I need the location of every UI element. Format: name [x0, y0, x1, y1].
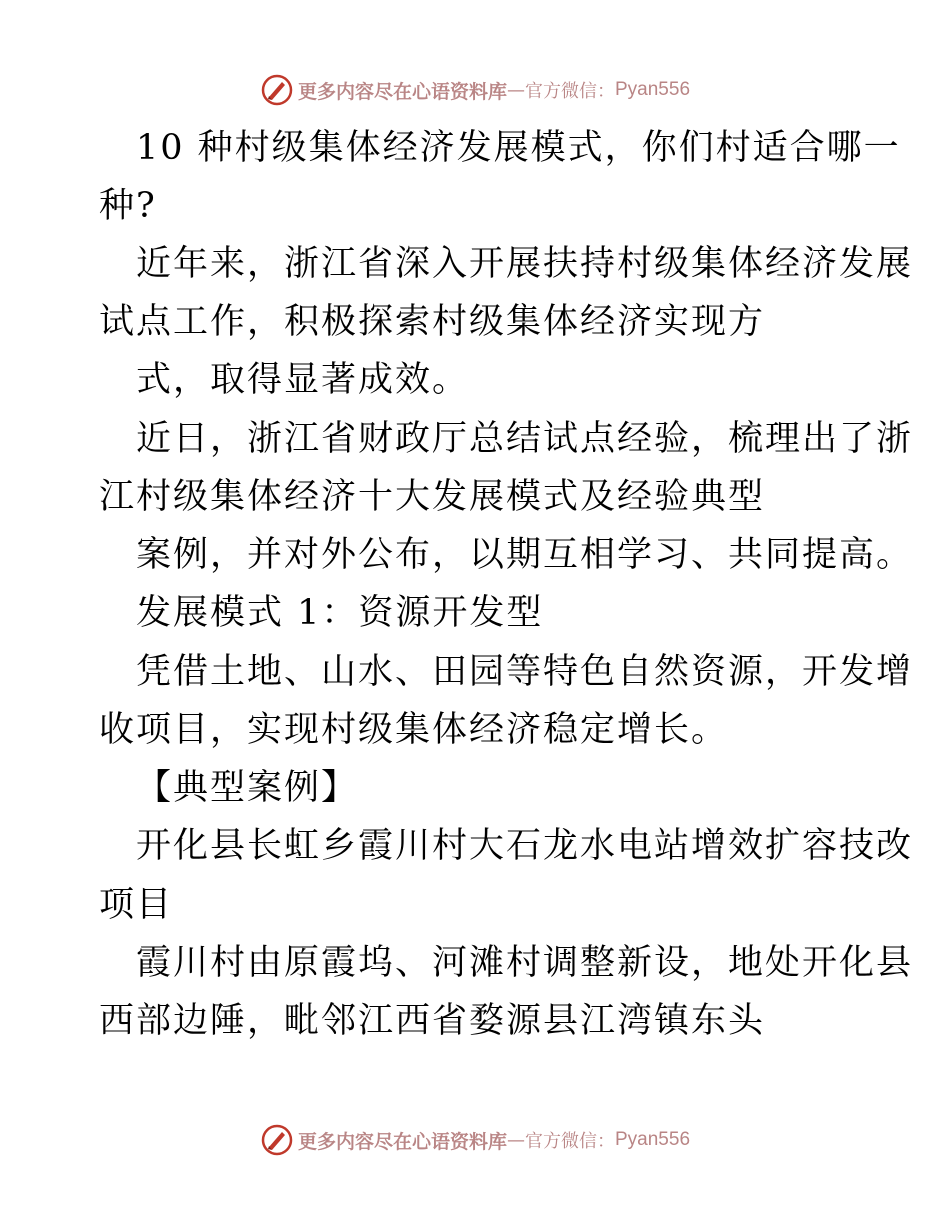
- footer-banner: [0, 1120, 950, 1160]
- paragraph-line: 西部边陲，毗邻江西省婺源县江湾镇东头: [99, 1001, 766, 1041]
- footer-wechat-id: Pyan556: [615, 1129, 691, 1150]
- footer-wechat-label: 官方微信：: [525, 1131, 615, 1152]
- header-banner: [0, 70, 950, 110]
- header-brand-text: 更多内容尽在心语资料库: [297, 80, 507, 103]
- paragraph-line: 案例，并对外公布，以期互相学习、共同提高。: [136, 535, 914, 575]
- header-dash: —: [507, 79, 525, 101]
- paragraph-line: 开化县长虹乡霞川村大石龙水电站增效扩容技改: [136, 826, 914, 866]
- header-wechat-id: Pyan556: [615, 79, 691, 100]
- footer-brand-text: 更多内容尽在心语资料库: [297, 1130, 507, 1153]
- brand-logo-icon: [260, 1123, 294, 1157]
- paragraph-line: 近日，浙江省财政厅总结试点经验，梳理出了浙: [136, 419, 914, 459]
- article-title-line-1: 10 种村级集体经济发展模式，你们村适合哪一: [136, 128, 901, 168]
- paragraph-line: 凭借土地、山水、田园等特色自然资源，开发增: [136, 652, 914, 692]
- paragraph-line: 收项目，实现村级集体经济稳定增长。: [99, 710, 729, 750]
- paragraph-line: 近年来，浙江省深入开展扶持村级集体经济发展: [136, 244, 914, 284]
- paragraph-line: 试点工作，积极探索村级集体经济实现方: [99, 302, 766, 342]
- paragraph-line: 式，取得显著成效。: [136, 360, 470, 400]
- case-heading: 【典型案例】: [136, 768, 359, 808]
- paragraph-line: 项目: [99, 885, 174, 925]
- paragraph-line: 霞川村由原霞坞、河滩村调整新设，地处开化县: [136, 943, 914, 983]
- brand-logo-icon: [260, 73, 294, 107]
- section-heading: 发展模式 1：资源开发型: [136, 593, 544, 633]
- header-wechat-label: 官方微信：: [525, 81, 615, 102]
- article-title-line-2: 种?: [99, 186, 157, 226]
- footer-dash: —: [507, 1129, 525, 1151]
- paragraph-line: 江村级集体经济十大发展模式及经验典型: [99, 477, 766, 517]
